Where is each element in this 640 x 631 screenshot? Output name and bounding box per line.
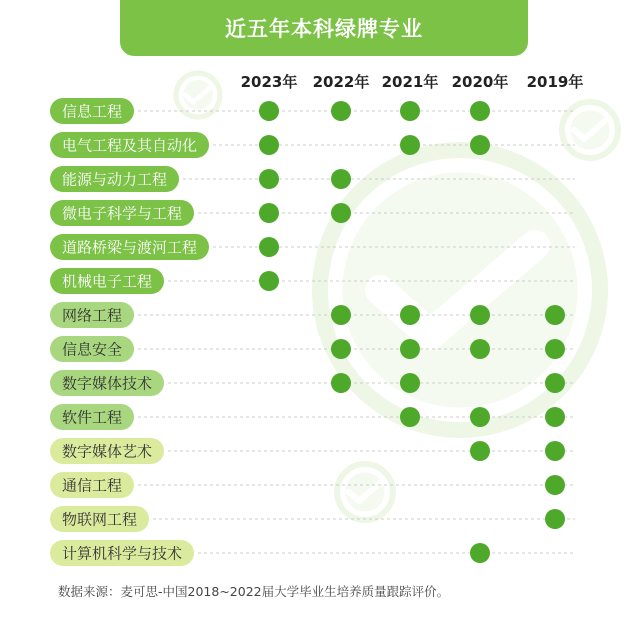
row-label: 微电子科学与工程 <box>62 204 183 223</box>
column-header: 2019年 <box>526 73 584 91</box>
mark-dot <box>400 135 420 155</box>
mark-dot <box>259 203 279 223</box>
column-header: 2020年 <box>451 73 509 91</box>
mark-dot <box>331 101 351 121</box>
row-label: 机械电子工程 <box>62 272 153 291</box>
mark-dot <box>331 169 351 189</box>
table-row <box>50 438 575 464</box>
mark-dot <box>470 339 490 359</box>
mark-dot <box>400 407 420 427</box>
mark-dot <box>470 543 490 563</box>
mark-dot <box>259 271 279 291</box>
check-circle-icon <box>562 102 618 158</box>
mark-dot <box>545 305 565 325</box>
row-label: 信息工程 <box>62 102 123 121</box>
mark-dot <box>545 509 565 529</box>
mark-dot <box>331 373 351 393</box>
column-header: 2022年 <box>312 73 370 91</box>
check-circle-icon <box>176 73 220 117</box>
row-label: 数字媒体技术 <box>62 374 153 393</box>
mark-dot <box>470 441 490 461</box>
row-label: 信息安全 <box>62 340 123 359</box>
row-label: 能源与动力工程 <box>62 170 168 189</box>
mark-dot <box>400 305 420 325</box>
mark-dot <box>400 339 420 359</box>
mark-dot <box>259 101 279 121</box>
mark-dot <box>545 475 565 495</box>
check-circle-icon <box>337 464 393 520</box>
mark-dot <box>331 339 351 359</box>
mark-dot <box>400 373 420 393</box>
row-label: 电气工程及其自动化 <box>62 136 198 155</box>
table-row <box>50 506 575 532</box>
table-row <box>50 472 575 498</box>
row-label: 数字媒体艺术 <box>62 442 153 461</box>
row-label: 通信工程 <box>62 476 123 495</box>
mark-dot <box>545 339 565 359</box>
mark-dot <box>331 203 351 223</box>
mark-dot <box>259 135 279 155</box>
row-label: 网络工程 <box>62 306 123 325</box>
mark-dot <box>259 237 279 257</box>
table-row <box>50 98 575 124</box>
mark-dot <box>545 407 565 427</box>
table-row <box>50 540 575 566</box>
row-label: 物联网工程 <box>62 510 138 529</box>
column-header: 2021年 <box>381 73 439 91</box>
mark-dot <box>545 373 565 393</box>
row-label: 计算机科学与技术 <box>62 544 183 563</box>
row-label: 软件工程 <box>62 408 123 427</box>
mark-dot <box>470 407 490 427</box>
mark-dot <box>470 135 490 155</box>
mark-dot <box>400 101 420 121</box>
mark-dot <box>331 305 351 325</box>
column-header: 2023年 <box>240 73 298 91</box>
column-headers <box>241 73 584 91</box>
mark-dot <box>545 441 565 461</box>
row-label: 道路桥梁与渡河工程 <box>62 238 198 257</box>
mark-dot <box>259 169 279 189</box>
mark-dot <box>470 305 490 325</box>
mark-dot <box>470 101 490 121</box>
chart-title: 近五年本科绿牌专业 <box>225 17 423 41</box>
source-note: 数据来源：麦可思-中国2018~2022届大学毕业生培养质量跟踪评价。 <box>58 584 450 599</box>
